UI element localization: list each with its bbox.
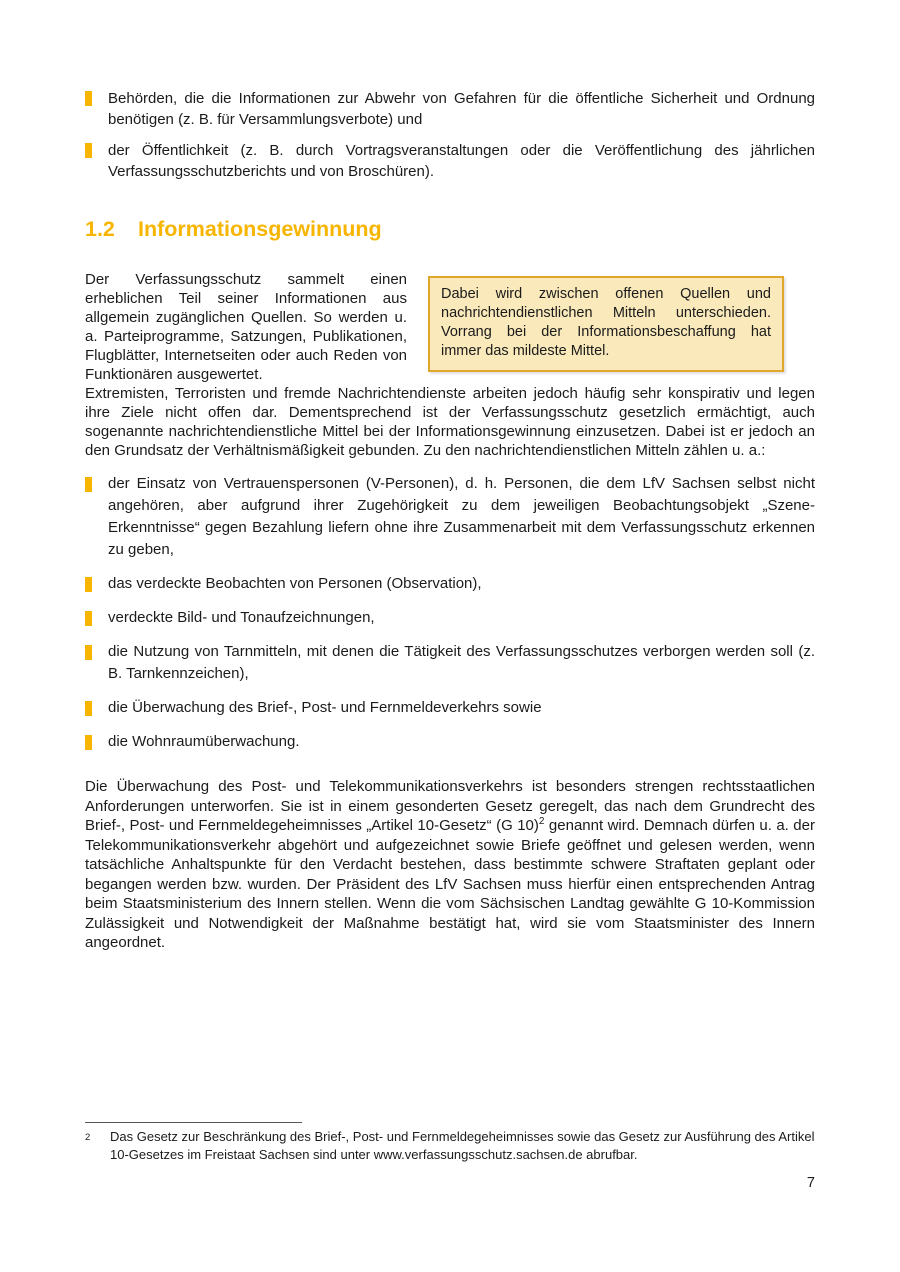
footnote-reference: 2 [538, 816, 545, 827]
list-item [85, 140, 815, 182]
list-item-text: die Wohnraumüberwachung. [108, 733, 300, 750]
list-item [85, 473, 815, 561]
footnote-text: Das Gesetz zur Beschränkung des Brief-, Post- und Fernmeldegeheimnisses sowie das Gesetz zur Ausführung des Artikel 10-Gesetzes im Freistaat Sachsen sind unter www.verfassungsschutz.sachsen.de abrufbar. [110, 1129, 815, 1162]
bullet-marker-icon [85, 611, 92, 626]
list-item [85, 697, 815, 719]
section-title: Informationsgewinnung [138, 217, 382, 241]
page-content [85, 88, 815, 953]
list-item-text: verdeckte Bild- und Tonaufzeichnungen, [108, 609, 375, 626]
infobox-text: Dabei wird zwischen offenen Quellen und nachrichtendienstlichen Mitteln unterschieden. Vorrang bei der Informationsbeschaffung hat immer das mildeste Mittel. [441, 286, 771, 359]
list-item [85, 88, 815, 130]
bullet-marker-icon [85, 735, 92, 750]
list-item-text: das verdeckte Beobachten von Personen (Observation), [108, 575, 482, 592]
bullet-marker-icon [85, 577, 92, 592]
section-number: 1.2 [85, 217, 115, 241]
g10-paragraph-part1: Die Überwachung des Post- und Telekommunikationsverkehrs ist besonders strengen rechtsstaatlichen Anforderungen unterworfen. Sie ist in einem gesonderten Gesetz geregelt, das nach dem Grundrecht des Brief-, Post- und Fernmeldegeheimnisses „Artikel 10-Gesetz“ (G 10) [85, 778, 815, 834]
bullet-marker-icon [85, 477, 92, 492]
bullet-marker-icon [85, 143, 92, 158]
section-heading [85, 216, 815, 242]
bullet-marker-icon [85, 91, 92, 106]
bullet-marker-icon [85, 701, 92, 716]
covert-means-paragraph: Extremisten, Terroristen und fremde Nachrichtendienste arbeiten jedoch häufig sehr konspirativ und legen ihre Ziele nicht offen dar. Dementsprechend ist der Verfassungsschutz gesetzlich ermächtigt, auch sogenannte nachrichtendienstliche Mittel bei der Informationsgewinnung einzusetzen. Dabei ist er jedoch an den Grundsatz der Verhältnismäßigkeit gebunden. Zu den nachrichtendienstlichen Mitteln zählen u. a.: [85, 385, 815, 459]
infobox [428, 276, 784, 372]
bullet-marker-icon [85, 645, 92, 660]
list-item [85, 731, 815, 753]
list-item-text: Behörden, die die Informationen zur Abwehr von Gefahren für die öffentliche Sicherheit und Ordnung benötigen (z. B. für Versammlungsverbote) und [108, 90, 815, 128]
list-item-text: die Nutzung von Tarnmitteln, mit denen die Tätigkeit des Verfassungsschutzes verborgen werden soll (z. B. Tarnkennzeichen), [108, 643, 815, 682]
g10-paragraph [85, 777, 815, 953]
two-column-block [85, 270, 815, 384]
g10-paragraph-part2: genannt wird. Demnach dürfen u. a. der Telekommunikationsverkehr abgehört und aufgezeichnet sowie Briefe geöffnet und gelesen werden, wenn tatsächliche Anhaltspunkte für den Verdacht bestehen, dass bestimmte schwere Straftaten geplant oder begangen werden bzw. wurden. Der Präsident des LfV Sachsen muss hierfür einen entsprechenden Antrag beim Staatsministerium des Innern stellen. Wenn die vom Sächsischen Landtag gewählte G 10-Kommission Zulässigkeit und Notwendigkeit der Maßnahme bestätigt hat, wird sie vom Staatsminister des Innern angeordnet. [85, 817, 815, 951]
list-item [85, 607, 815, 629]
footnote-marker: 2 [85, 1132, 91, 1143]
list-item-text: der Öffentlichkeit (z. B. durch Vortragsveranstaltungen oder die Veröffentlichung des jährlichen Verfassungsschutzberichts und von Broschüren). [108, 142, 815, 180]
list-item-text: der Einsatz von Vertrauenspersonen (V-Personen), d. h. Personen, die dem LfV Sachsen selbst nicht angehören, aber aufgrund ihrer Zugehörigkeit zu dem jeweiligen Beobachtungsobjekt „Szene-Erkenntnisse“ gegen Bezahlung liefern ohne ihre Zusammenarbeit mit dem Verfassungsschutz erkennen zu geben, [108, 475, 815, 558]
covert-means-list [85, 473, 815, 753]
list-item [85, 573, 815, 595]
intro-bullet-list [85, 88, 815, 182]
page-number: 7 [806, 1175, 815, 1191]
list-item [85, 641, 815, 685]
list-item-text: die Überwachung des Brief-, Post- und Fernmeldeverkehrs sowie [108, 699, 542, 716]
open-sources-paragraph: Der Verfassungsschutz sammelt einen erheblichen Teil seiner Informationen aus allgemein zugänglichen Quellen. So werden u. a. Parteiprogramme, Satzungen, Publikationen, Flugblätter, Internetseiten oder auch Reden von Funktionären ausgewertet. [85, 271, 407, 383]
footnote [85, 1128, 815, 1164]
footnote-divider [85, 1122, 302, 1123]
